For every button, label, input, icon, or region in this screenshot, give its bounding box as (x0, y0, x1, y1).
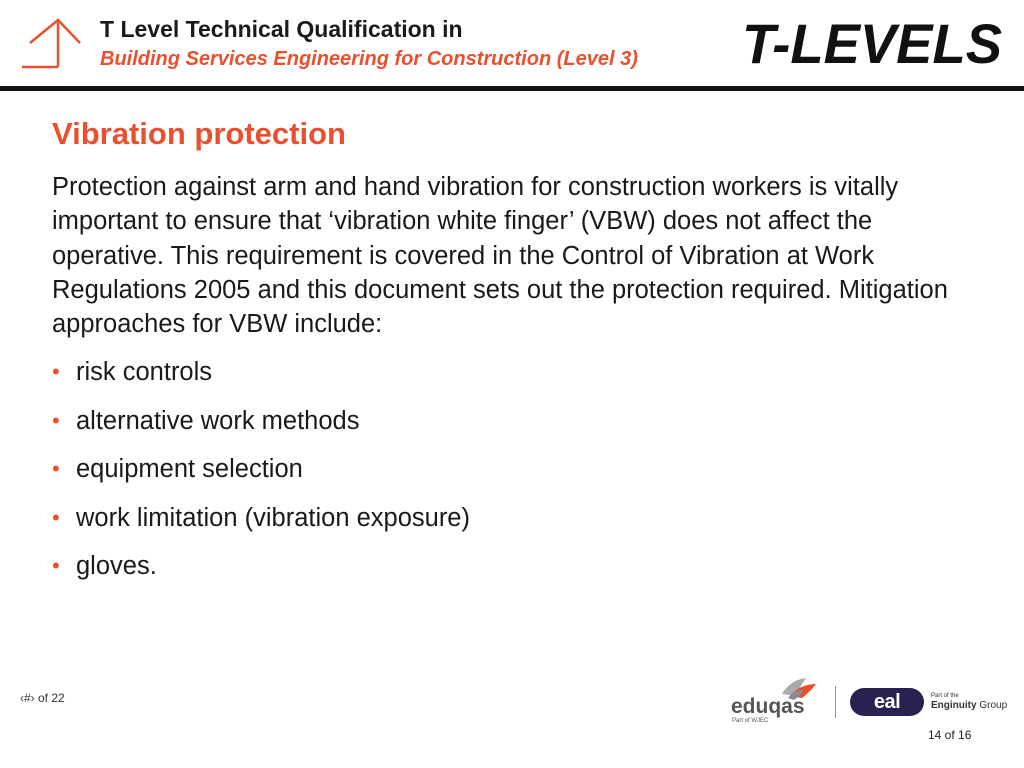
slide-header (0, 0, 1024, 92)
header-subtitle: Building Services Engineering for Construction (Level 3) (100, 48, 638, 70)
bullet-icon: • (52, 553, 60, 578)
eduqas-logo (730, 676, 820, 724)
bullet-icon: • (52, 456, 60, 481)
slide-heading: Vibration protection (52, 116, 346, 151)
page-number-left: ‹#› of 22 (20, 691, 65, 705)
eduqas-logo-text: eduqas (731, 695, 805, 718)
list-item-text: work limitation (vibration exposure) (76, 503, 470, 532)
list-item-text: alternative work methods (76, 406, 360, 435)
list-item (52, 451, 470, 500)
t-levels-logo-text: T-LEVELS (742, 16, 1002, 68)
arrow-up-icon (20, 17, 82, 71)
list-item (52, 548, 470, 597)
bullet-icon: • (52, 407, 60, 433)
header-title: T Level Technical Qualification in (100, 16, 463, 42)
bullet-icon: • (52, 504, 60, 530)
enginuity-suffix: Group (976, 700, 1008, 711)
mitigation-list (52, 354, 470, 597)
eal-logo (850, 688, 924, 716)
list-item-text: gloves. (76, 552, 157, 580)
header-rule (0, 86, 1024, 91)
footer-divider (835, 686, 836, 718)
list-item-text: risk controls (76, 358, 213, 386)
enginuity-logo (931, 700, 1007, 711)
t-levels-logo (742, 16, 1004, 68)
list-item (52, 403, 470, 452)
list-item (52, 500, 470, 549)
eduqas-tagline: Part of WJEC (732, 718, 769, 724)
enginuity-name: Enginuity (931, 700, 977, 711)
list-item (52, 354, 470, 403)
enginuity-prefix: Part of the (931, 693, 959, 699)
bullet-icon: • (52, 359, 60, 384)
page-number-right: 14 of 16 (928, 728, 972, 742)
intro-paragraph: Protection against arm and hand vibration for construction workers is vitally important to ensure that ‘vibration white finger’ (VBW) does not affect the operative. This requirement is covered in the Control of Vibration at Work Regulations 2005 and this document sets out the protection required. Mitigation approaches for VBW include: (52, 173, 948, 339)
list-item-text: equipment selection (76, 455, 303, 483)
eal-logo-text: eal (873, 691, 901, 713)
